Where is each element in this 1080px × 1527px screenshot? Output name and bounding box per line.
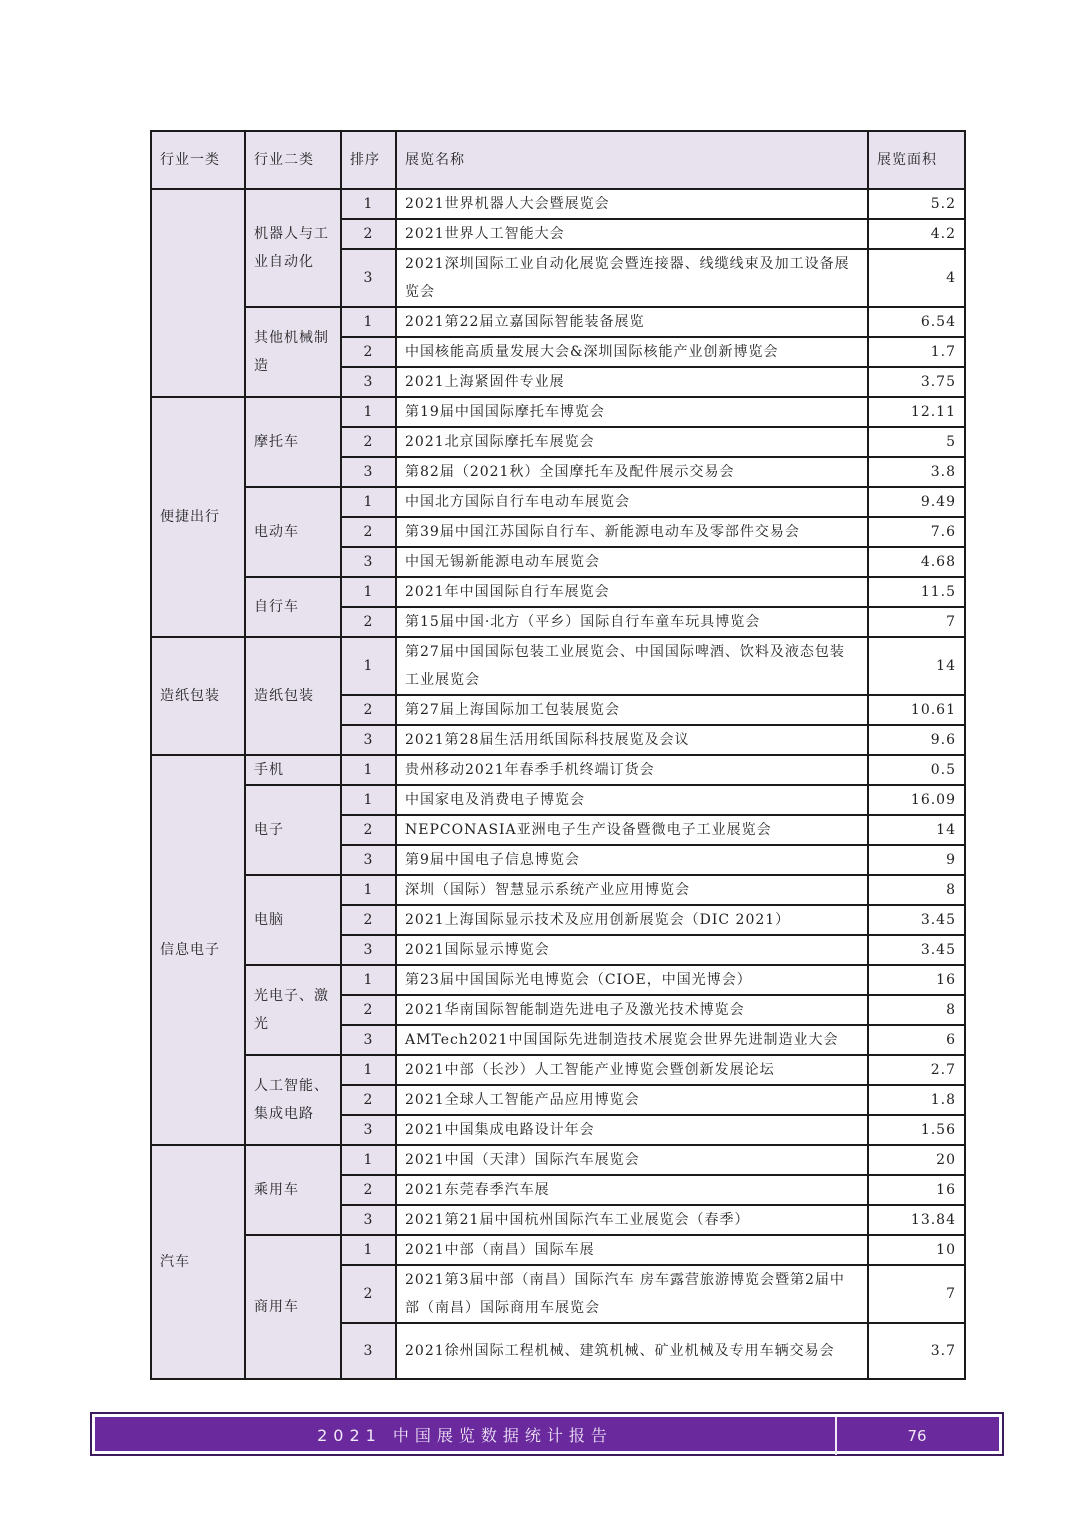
rank-cell: 1 <box>341 637 396 695</box>
rank-cell: 1 <box>341 1235 396 1265</box>
exhibition-area-cell: 10.61 <box>868 695 965 725</box>
table-row <box>151 397 965 427</box>
category-2-cell: 电脑 <box>245 875 341 965</box>
exhibition-name-cell: 第23届中国国际光电博览会（CIOE，中国光博会） <box>396 965 868 995</box>
table-row <box>151 577 965 607</box>
table-row <box>151 785 965 815</box>
exhibition-area-cell: 16.09 <box>868 785 965 815</box>
rank-cell: 1 <box>341 1055 396 1085</box>
exhibition-name-cell: 第15届中国·北方（平乡）国际自行车童车玩具博览会 <box>396 607 868 637</box>
exhibition-area-cell: 12.11 <box>868 397 965 427</box>
category-2-cell: 自行车 <box>245 577 341 637</box>
exhibition-name-cell: 2021国际显示博览会 <box>396 935 868 965</box>
exhibition-area-cell: 1.56 <box>868 1115 965 1145</box>
category-2-cell: 商用车 <box>245 1235 341 1379</box>
exhibition-area-cell: 1.7 <box>868 337 965 367</box>
exhibition-name-cell: 第39届中国江苏国际自行车、新能源电动车及零部件交易会 <box>396 517 868 547</box>
exhibition-name-cell: 2021东莞春季汽车展 <box>396 1175 868 1205</box>
footer-report-title: 2021 中国展览数据统计报告 <box>317 1426 613 1445</box>
table-row <box>151 1235 965 1265</box>
rank-cell: 2 <box>341 337 396 367</box>
exhibition-area-cell: 16 <box>868 1175 965 1205</box>
category-2-cell: 电动车 <box>245 487 341 577</box>
rank-cell: 3 <box>341 367 396 397</box>
rank-cell: 3 <box>341 457 396 487</box>
exhibition-area-cell: 11.5 <box>868 577 965 607</box>
rank-cell: 3 <box>341 935 396 965</box>
category-1-cell: 汽车 <box>151 1145 245 1379</box>
category-1-cell: 信息电子 <box>151 755 245 1145</box>
exhibition-name-cell: 2021第22届立嘉国际智能装备展览 <box>396 307 868 337</box>
table-row <box>151 637 965 695</box>
exhibition-name-cell: 2021全球人工智能产品应用博览会 <box>396 1085 868 1115</box>
category-2-cell: 造纸包装 <box>245 637 341 755</box>
exhibition-area-cell: 8 <box>868 995 965 1025</box>
category-2-cell: 乘用车 <box>245 1145 341 1235</box>
exhibition-area-cell: 7 <box>868 607 965 637</box>
rank-cell: 3 <box>341 1323 396 1379</box>
rank-cell: 1 <box>341 307 396 337</box>
rank-cell: 2 <box>341 1085 396 1115</box>
table-row <box>151 487 965 517</box>
exhibition-area-cell: 3.45 <box>868 905 965 935</box>
rank-cell: 3 <box>341 249 396 307</box>
exhibition-name-cell: 2021上海国际显示技术及应用创新展览会（DIC 2021） <box>396 905 868 935</box>
category-2-cell: 光电子、激光 <box>245 965 341 1055</box>
table-row <box>151 189 965 219</box>
rank-cell: 2 <box>341 219 396 249</box>
exhibition-area-cell: 7 <box>868 1265 965 1323</box>
category-2-cell: 人工智能、集成电路 <box>245 1055 341 1145</box>
exhibition-table <box>150 130 966 1380</box>
exhibition-name-cell: 中国北方国际自行车电动车展览会 <box>396 487 868 517</box>
exhibition-area-cell: 6.54 <box>868 307 965 337</box>
rank-cell: 2 <box>341 607 396 637</box>
header-exhibition-area: 展览面积 <box>868 131 965 189</box>
rank-cell: 2 <box>341 815 396 845</box>
rank-cell: 1 <box>341 189 396 219</box>
rank-cell: 1 <box>341 397 396 427</box>
exhibition-area-cell: 3.8 <box>868 457 965 487</box>
rank-cell: 3 <box>341 845 396 875</box>
rank-cell: 1 <box>341 965 396 995</box>
category-1-cell: 便捷出行 <box>151 397 245 637</box>
exhibition-name-cell: 2021世界人工智能大会 <box>396 219 868 249</box>
category-2-cell: 手机 <box>245 755 341 785</box>
rank-cell: 1 <box>341 487 396 517</box>
rank-cell: 2 <box>341 1265 396 1323</box>
table-row <box>151 1145 965 1175</box>
exhibition-name-cell: AMTech2021中国国际先进制造技术展览会世界先进制造业大会 <box>396 1025 868 1055</box>
exhibition-area-cell: 0.5 <box>868 755 965 785</box>
exhibition-area-cell: 9.6 <box>868 725 965 755</box>
exhibition-name-cell: 2021北京国际摩托车展览会 <box>396 427 868 457</box>
exhibition-area-cell: 16 <box>868 965 965 995</box>
exhibition-name-cell: 第27届上海国际加工包装展览会 <box>396 695 868 725</box>
exhibition-name-cell: 2021第28届生活用纸国际科技展览及会议 <box>396 725 868 755</box>
exhibition-name-cell: 第27届中国国际包装工业展览会、中国国际啤酒、饮料及液态包装工业展览会 <box>396 637 868 695</box>
exhibition-area-cell: 4 <box>868 249 965 307</box>
exhibition-name-cell: 第9届中国电子信息博览会 <box>396 845 868 875</box>
rank-cell: 2 <box>341 695 396 725</box>
category-2-cell: 电子 <box>245 785 341 875</box>
exhibition-name-cell: 2021世界机器人大会暨展览会 <box>396 189 868 219</box>
exhibition-name-cell: 2021中部（长沙）人工智能产业博览会暨创新发展论坛 <box>396 1055 868 1085</box>
exhibition-name-cell: 第19届中国国际摩托车博览会 <box>396 397 868 427</box>
report-footer <box>90 1412 1004 1456</box>
rank-cell: 3 <box>341 1025 396 1055</box>
exhibition-name-cell: 贵州移动2021年春季手机终端订货会 <box>396 755 868 785</box>
exhibition-area-cell: 8 <box>868 875 965 905</box>
rank-cell: 1 <box>341 755 396 785</box>
exhibition-area-cell: 13.84 <box>868 1205 965 1235</box>
exhibition-area-cell: 1.8 <box>868 1085 965 1115</box>
header-rank: 排序 <box>341 131 396 189</box>
exhibition-area-cell: 14 <box>868 637 965 695</box>
exhibition-name-cell: 中国家电及消费电子博览会 <box>396 785 868 815</box>
exhibition-name-cell: 2021徐州国际工程机械、建筑机械、矿业机械及专用车辆交易会 <box>396 1323 868 1379</box>
rank-cell: 1 <box>341 577 396 607</box>
table-row <box>151 1055 965 1085</box>
exhibition-name-cell: 中国核能高质量发展大会&深圳国际核能产业创新博览会 <box>396 337 868 367</box>
exhibition-name-cell: NEPCONASIA亚洲电子生产设备暨微电子工业展览会 <box>396 815 868 845</box>
exhibition-area-cell: 9.49 <box>868 487 965 517</box>
rank-cell: 2 <box>341 517 396 547</box>
table-row <box>151 965 965 995</box>
exhibition-name-cell: 2021华南国际智能制造先进电子及激光技术博览会 <box>396 995 868 1025</box>
exhibition-area-cell: 14 <box>868 815 965 845</box>
exhibition-name-cell: 2021年中国国际自行车展览会 <box>396 577 868 607</box>
exhibition-table-container <box>150 130 964 1380</box>
category-2-cell: 其他机械制造 <box>245 307 341 397</box>
exhibition-area-cell: 3.7 <box>868 1323 965 1379</box>
header-category-2: 行业二类 <box>245 131 341 189</box>
exhibition-name-cell: 2021中国集成电路设计年会 <box>396 1115 868 1145</box>
exhibition-area-cell: 7.6 <box>868 517 965 547</box>
exhibition-area-cell: 10 <box>868 1235 965 1265</box>
category-1-cell: 造纸包装 <box>151 637 245 755</box>
rank-cell: 3 <box>341 547 396 577</box>
rank-cell: 2 <box>341 995 396 1025</box>
exhibition-name-cell: 2021深圳国际工业自动化展览会暨连接器、线缆线束及加工设备展览会 <box>396 249 868 307</box>
exhibition-name-cell: 2021第3届中部（南昌）国际汽车 房车露营旅游博览会暨第2届中部（南昌）国际商用车展览会 <box>396 1265 868 1323</box>
header-category-1: 行业一类 <box>151 131 245 189</box>
rank-cell: 3 <box>341 725 396 755</box>
rank-cell: 1 <box>341 875 396 905</box>
exhibition-area-cell: 20 <box>868 1145 965 1175</box>
rank-cell: 2 <box>341 1175 396 1205</box>
exhibition-area-cell: 9 <box>868 845 965 875</box>
rank-cell: 3 <box>341 1115 396 1145</box>
exhibition-name-cell: 深圳（国际）智慧显示系统产业应用博览会 <box>396 875 868 905</box>
category-1-blank <box>151 189 245 397</box>
exhibition-area-cell: 4.2 <box>868 219 965 249</box>
exhibition-name-cell: 中国无锡新能源电动车展览会 <box>396 547 868 577</box>
header-exhibition-name: 展览名称 <box>396 131 868 189</box>
page-number: 76 <box>907 1427 927 1445</box>
exhibition-area-cell: 6 <box>868 1025 965 1055</box>
category-2-cell: 摩托车 <box>245 397 341 487</box>
exhibition-name-cell: 2021中部（南昌）国际车展 <box>396 1235 868 1265</box>
exhibition-name-cell: 2021上海紧固件专业展 <box>396 367 868 397</box>
rank-cell: 3 <box>341 1205 396 1235</box>
exhibition-area-cell: 5 <box>868 427 965 457</box>
footer-bar <box>95 1417 999 1451</box>
exhibition-area-cell: 3.75 <box>868 367 965 397</box>
rank-cell: 1 <box>341 1145 396 1175</box>
rank-cell: 1 <box>341 785 396 815</box>
exhibition-name-cell: 第82届（2021秋）全国摩托车及配件展示交易会 <box>396 457 868 487</box>
category-2-cell: 机器人与工业自动化 <box>245 189 341 307</box>
rank-cell: 2 <box>341 905 396 935</box>
exhibition-area-cell: 4.68 <box>868 547 965 577</box>
table-row <box>151 875 965 905</box>
exhibition-area-cell: 5.2 <box>868 189 965 219</box>
rank-cell: 2 <box>341 427 396 457</box>
exhibition-area-cell: 2.7 <box>868 1055 965 1085</box>
table-row <box>151 307 965 337</box>
table-row <box>151 755 965 785</box>
table-header-row <box>151 131 965 189</box>
exhibition-area-cell: 3.45 <box>868 935 965 965</box>
exhibition-name-cell: 2021第21届中国杭州国际汽车工业展览会（春季） <box>396 1205 868 1235</box>
exhibition-name-cell: 2021中国（天津）国际汽车展览会 <box>396 1145 868 1175</box>
